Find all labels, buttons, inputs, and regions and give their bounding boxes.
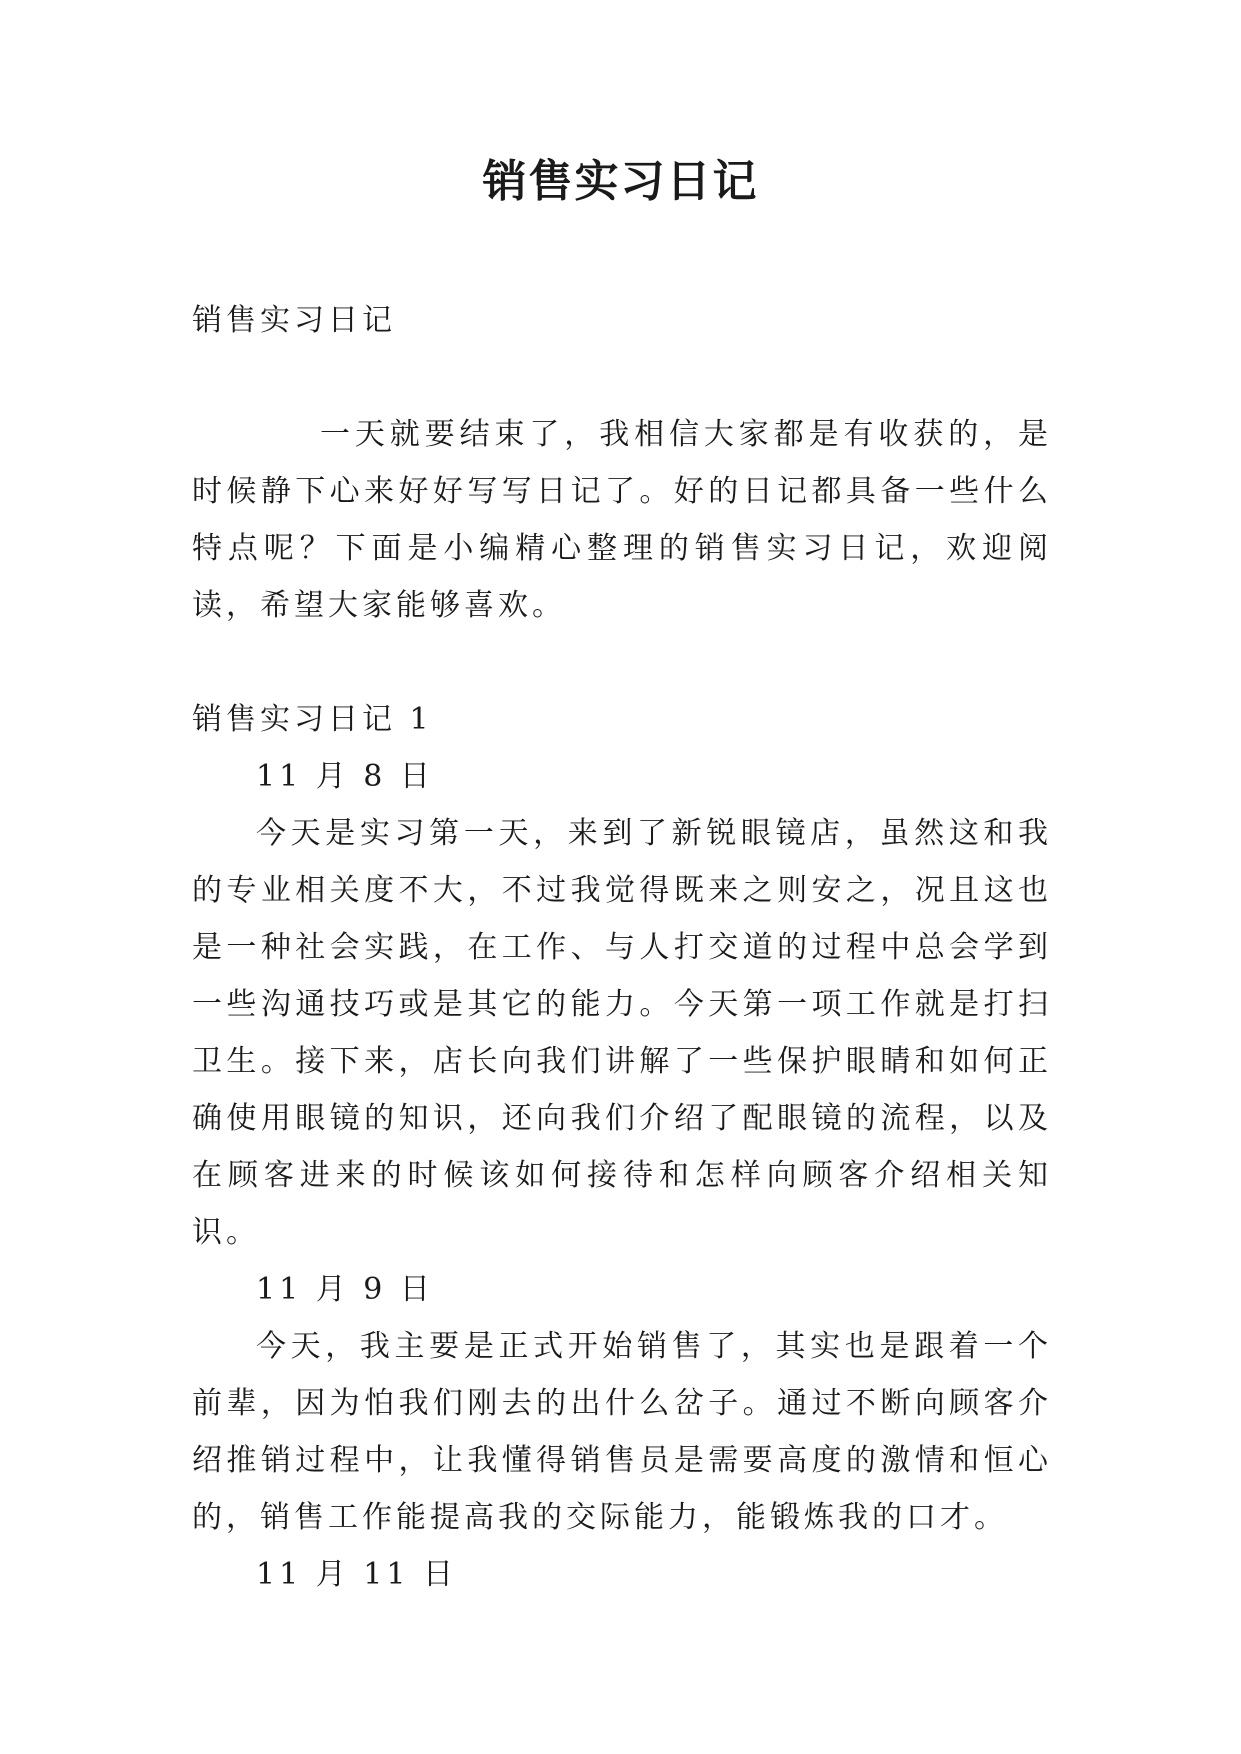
entry-date: 11 月 11 日 bbox=[256, 1557, 457, 1592]
document-body bbox=[192, 292, 1052, 1603]
entry-date: 11 月 8 日 bbox=[256, 759, 434, 794]
document-subtitle: 销售实习日记 bbox=[192, 303, 396, 338]
document-title: 销售实习日记 bbox=[482, 156, 759, 207]
section-heading: 销售实习日记 1 bbox=[192, 702, 433, 737]
entry-paragraph: 今天是实习第一天，来到了新锐眼镜店，虽然这和我的专业相关度不大，不过我觉得既来之则安之，况且这也是一种社会实践，在工作、与人打交道的过程中总会学到一些沟通技巧或是其它的能力。今天第一项工作就是打扫卫生。接下来，店长向我们讲解了一些保护眼睛和如何正确使用眼镜的知识，还向我们介绍了配眼镜的流程，以及在顾客进来的时候该如何接待和怎样向顾客介绍相关知识。 bbox=[192, 816, 1052, 1250]
intro-paragraph: 一天就要结束了，我相信大家都是有收获的，是时候静下心来好好写写日记了。好的日记都具备一些什么特点呢？下面是小编精心整理的销售实习日记，欢迎阅读，希望大家能够喜欢。 bbox=[192, 417, 1052, 623]
entry-date: 11 月 9 日 bbox=[256, 1272, 434, 1307]
entry-paragraph: 今天，我主要是正式开始销售了，其实也是跟着一个前辈，因为怕我们刚去的出什么岔子。通过不断向顾客介绍推销过程中，让我懂得销售员是需要高度的激情和恒心的，销售工作能提高我的交际能力，能锻炼我的口才。 bbox=[192, 1329, 1052, 1535]
